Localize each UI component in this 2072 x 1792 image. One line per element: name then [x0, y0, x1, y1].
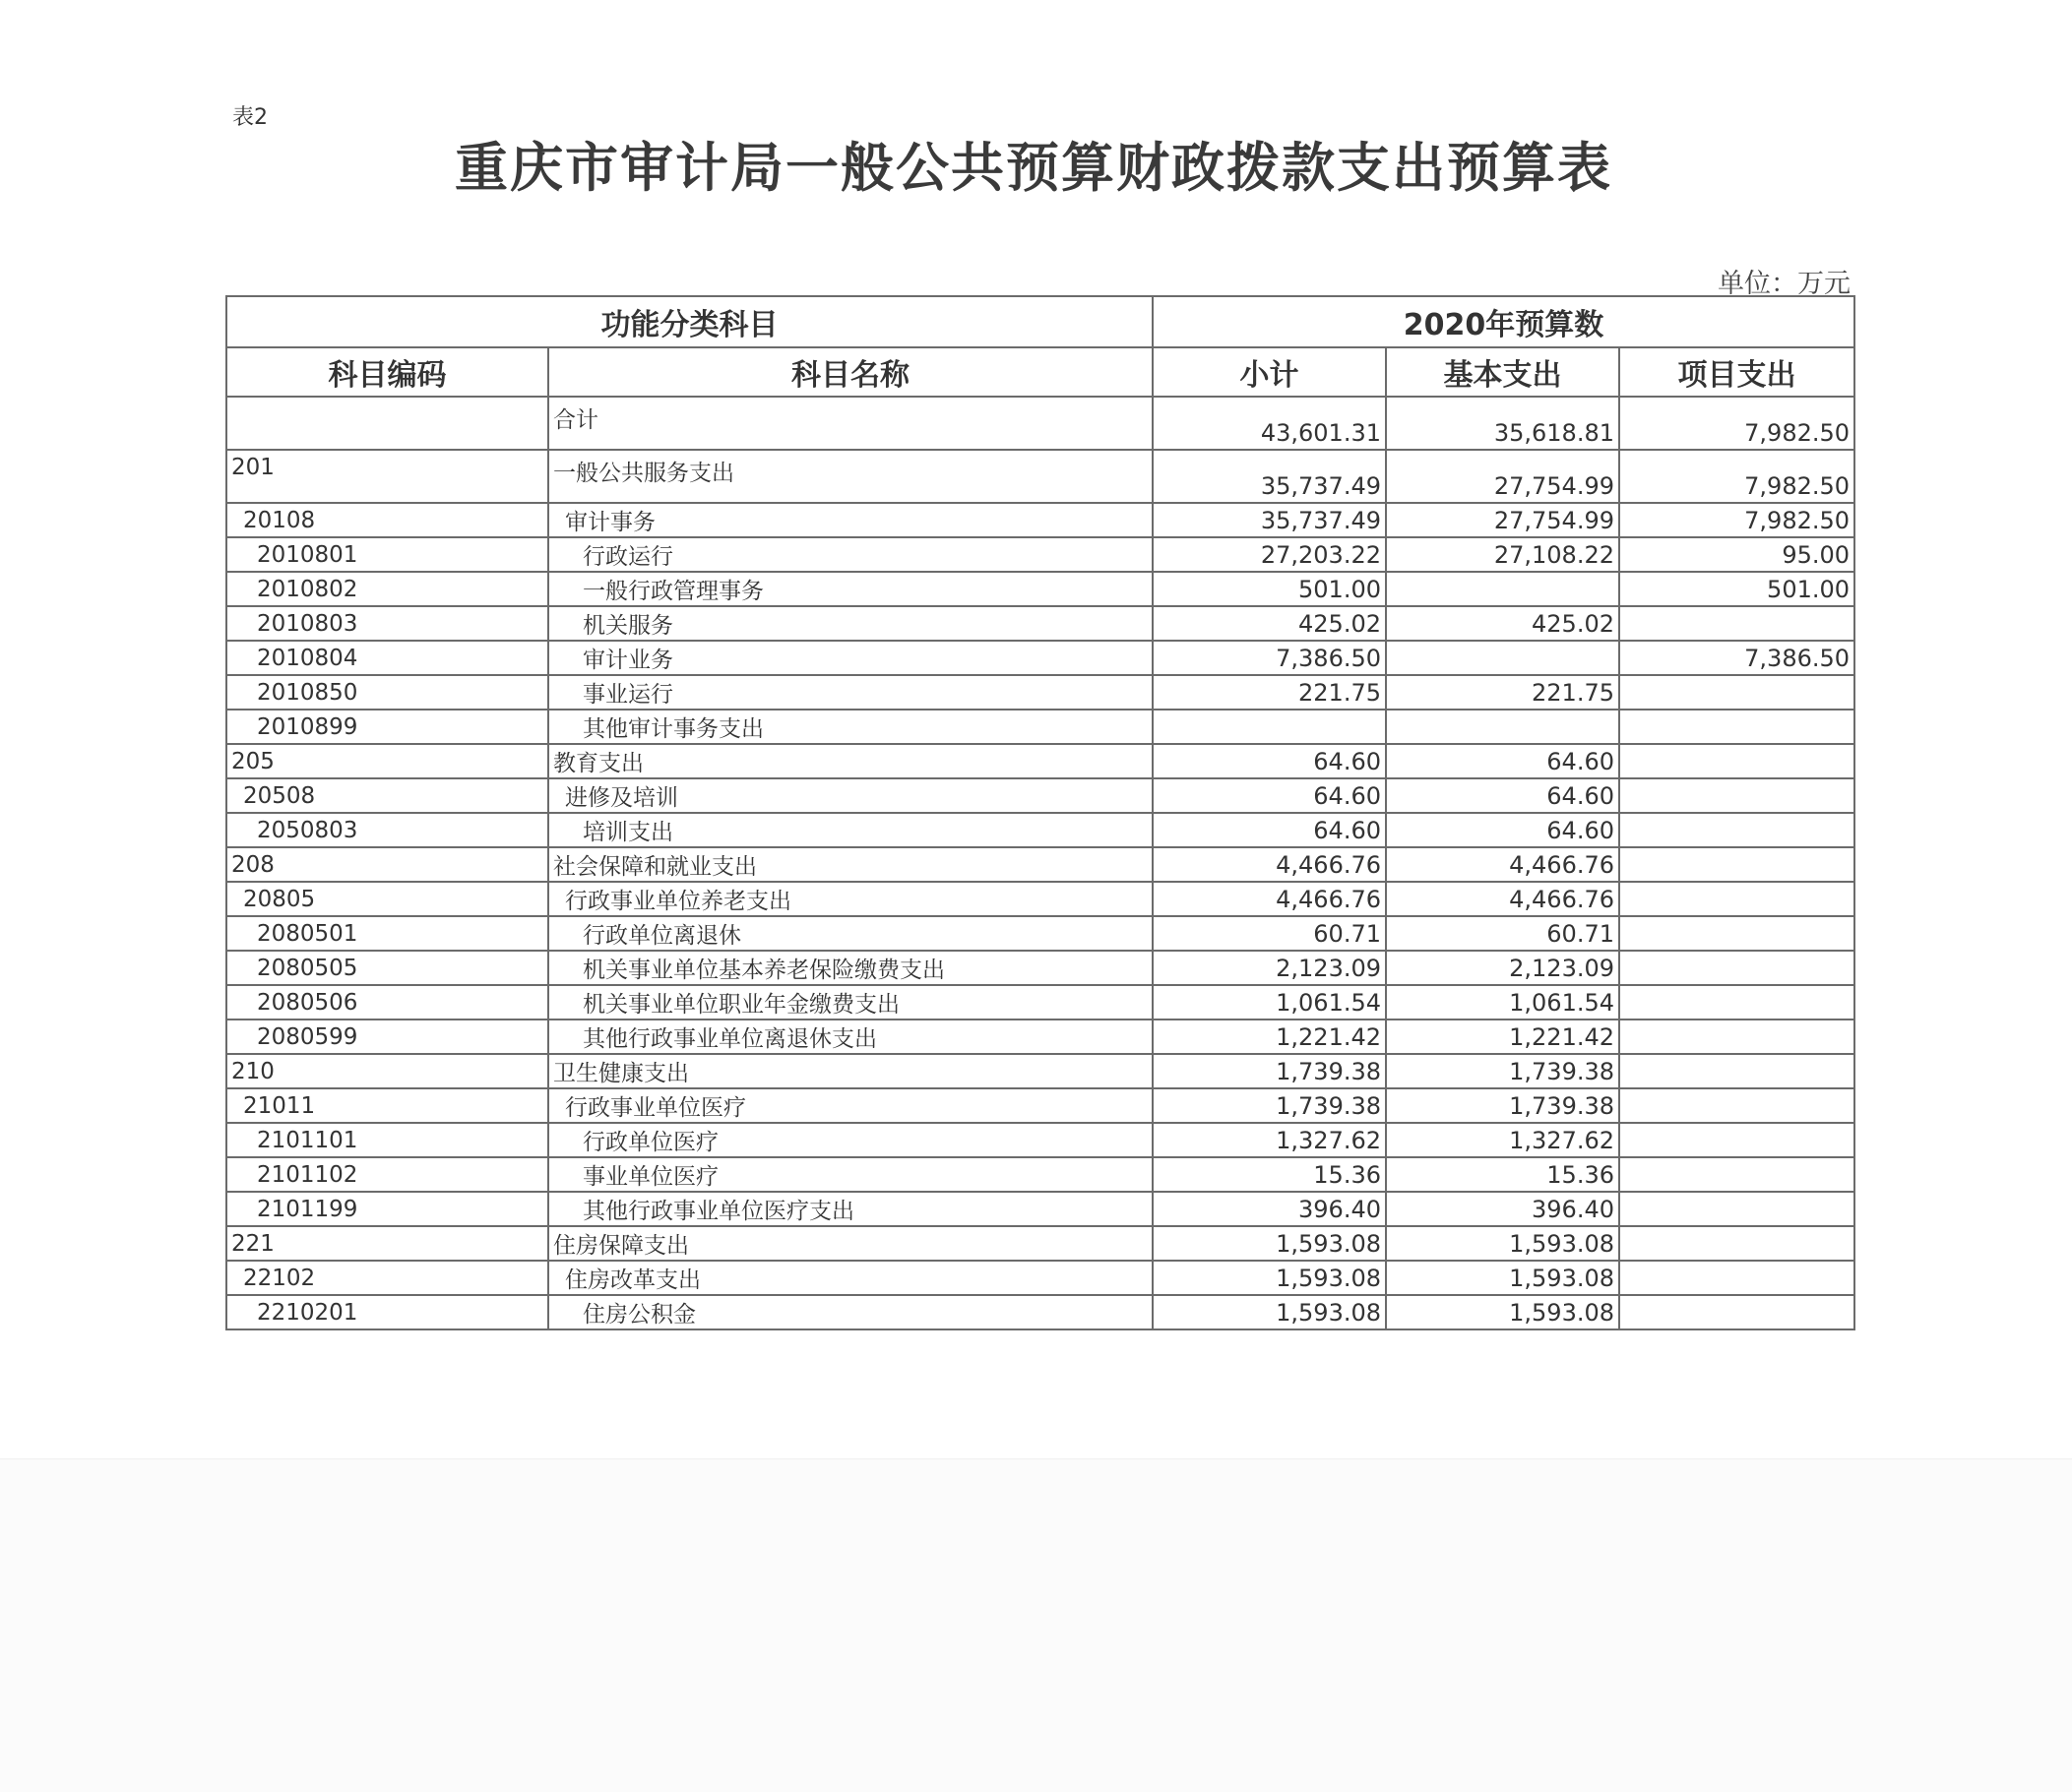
project-cell	[1619, 675, 1854, 710]
name-cell: 其他行政事业单位离退休支出	[548, 1020, 1153, 1054]
basic-cell: 1,221.42	[1386, 1020, 1619, 1054]
project-cell	[1619, 606, 1854, 641]
basic-cell: 1,061.54	[1386, 985, 1619, 1020]
table-row	[226, 450, 1854, 503]
table-row	[226, 710, 1854, 744]
name-cell: 审计事务	[548, 503, 1153, 537]
subtotal-cell: 396.40	[1153, 1192, 1386, 1226]
table-row	[226, 847, 1854, 882]
project-cell	[1619, 1157, 1854, 1192]
subtotal-cell	[1153, 710, 1386, 744]
subtotal-cell: 425.02	[1153, 606, 1386, 641]
header-subtotal: 小计	[1153, 347, 1386, 397]
project-cell	[1619, 1088, 1854, 1123]
project-cell	[1619, 1020, 1854, 1054]
code-cell: 2080506	[226, 985, 548, 1020]
subtotal-cell: 27,203.22	[1153, 537, 1386, 572]
basic-cell: 396.40	[1386, 1192, 1619, 1226]
code-cell: 221	[226, 1226, 548, 1261]
project-cell	[1619, 710, 1854, 744]
table-row	[226, 1226, 1854, 1261]
budget-table	[225, 295, 1855, 1330]
header-basic: 基本支出	[1386, 347, 1619, 397]
table-number: 表2	[232, 105, 268, 130]
name-cell: 机关事业单位基本养老保险缴费支出	[548, 951, 1153, 985]
total-name-cell: 合计	[548, 397, 1153, 450]
table-row	[226, 1157, 1854, 1192]
basic-cell: 1,327.62	[1386, 1123, 1619, 1157]
project-cell	[1619, 744, 1854, 778]
subtotal-cell: 1,327.62	[1153, 1123, 1386, 1157]
table-row	[226, 537, 1854, 572]
code-cell: 20108	[226, 503, 548, 537]
total-row	[226, 397, 1854, 450]
subtotal-cell: 2,123.09	[1153, 951, 1386, 985]
basic-cell	[1386, 710, 1619, 744]
name-cell: 教育支出	[548, 744, 1153, 778]
project-cell: 95.00	[1619, 537, 1854, 572]
basic-cell: 64.60	[1386, 744, 1619, 778]
project-cell	[1619, 813, 1854, 847]
basic-cell: 27,754.99	[1386, 450, 1619, 503]
basic-cell	[1386, 641, 1619, 675]
project-cell	[1619, 882, 1854, 916]
subtotal-cell: 1,593.08	[1153, 1226, 1386, 1261]
code-cell: 210	[226, 1054, 548, 1088]
basic-cell: 1,593.08	[1386, 1226, 1619, 1261]
subtotal-cell: 4,466.76	[1153, 882, 1386, 916]
code-cell: 22102	[226, 1261, 548, 1295]
table-row	[226, 1261, 1854, 1295]
subtotal-cell: 1,221.42	[1153, 1020, 1386, 1054]
code-cell: 2010801	[226, 537, 548, 572]
basic-cell: 4,466.76	[1386, 882, 1619, 916]
document-title: 重庆市审计局一般公共预算财政拨款支出预算表	[455, 137, 1612, 199]
project-cell	[1619, 916, 1854, 951]
code-cell: 2210201	[226, 1295, 548, 1329]
basic-cell: 27,108.22	[1386, 537, 1619, 572]
code-cell: 2101101	[226, 1123, 548, 1157]
project-cell	[1619, 985, 1854, 1020]
table-row	[226, 985, 1854, 1020]
table-group-header-row	[226, 296, 1854, 347]
table-row	[226, 1054, 1854, 1088]
code-cell: 20805	[226, 882, 548, 916]
code-cell: 2010802	[226, 572, 548, 606]
table-row	[226, 1295, 1854, 1329]
code-cell: 2080505	[226, 951, 548, 985]
name-cell: 住房公积金	[548, 1295, 1153, 1329]
name-cell: 审计业务	[548, 641, 1153, 675]
table-row	[226, 1088, 1854, 1123]
code-cell: 21011	[226, 1088, 548, 1123]
project-cell	[1619, 1123, 1854, 1157]
basic-cell: 1,739.38	[1386, 1054, 1619, 1088]
subtotal-cell: 64.60	[1153, 778, 1386, 813]
table-row	[226, 813, 1854, 847]
name-cell: 住房保障支出	[548, 1226, 1153, 1261]
basic-cell: 15.36	[1386, 1157, 1619, 1192]
name-cell: 社会保障和就业支出	[548, 847, 1153, 882]
subtotal-cell: 501.00	[1153, 572, 1386, 606]
code-cell: 2080599	[226, 1020, 548, 1054]
project-cell	[1619, 1226, 1854, 1261]
name-cell: 行政单位离退休	[548, 916, 1153, 951]
subtotal-cell: 1,739.38	[1153, 1088, 1386, 1123]
project-cell	[1619, 778, 1854, 813]
header-project: 项目支出	[1619, 347, 1854, 397]
name-cell: 培训支出	[548, 813, 1153, 847]
code-cell: 20508	[226, 778, 548, 813]
name-cell: 行政事业单位养老支出	[548, 882, 1153, 916]
page-bottom-margin	[0, 1458, 2072, 1792]
project-cell	[1619, 1054, 1854, 1088]
basic-cell: 2,123.09	[1386, 951, 1619, 985]
code-cell: 2101102	[226, 1157, 548, 1192]
table-row	[226, 641, 1854, 675]
total-subtotal-cell: 43,601.31	[1153, 397, 1386, 450]
table-row	[226, 778, 1854, 813]
table-row	[226, 951, 1854, 985]
table-row	[226, 572, 1854, 606]
code-cell: 208	[226, 847, 548, 882]
project-cell	[1619, 1295, 1854, 1329]
project-cell	[1619, 951, 1854, 985]
subtotal-cell: 7,386.50	[1153, 641, 1386, 675]
table-row	[226, 882, 1854, 916]
basic-cell: 1,593.08	[1386, 1261, 1619, 1295]
project-cell: 7,386.50	[1619, 641, 1854, 675]
code-cell: 2010803	[226, 606, 548, 641]
name-cell: 行政运行	[548, 537, 1153, 572]
code-cell: 2101199	[226, 1192, 548, 1226]
table-row	[226, 916, 1854, 951]
basic-cell: 64.60	[1386, 778, 1619, 813]
project-cell: 501.00	[1619, 572, 1854, 606]
code-cell: 2010804	[226, 641, 548, 675]
subtotal-cell: 15.36	[1153, 1157, 1386, 1192]
subtotal-cell: 35,737.49	[1153, 503, 1386, 537]
name-cell: 行政事业单位医疗	[548, 1088, 1153, 1123]
name-cell: 住房改革支出	[548, 1261, 1153, 1295]
name-cell: 其他行政事业单位医疗支出	[548, 1192, 1153, 1226]
total-basic-cell: 35,618.81	[1386, 397, 1619, 450]
table-row	[226, 1123, 1854, 1157]
basic-cell: 1,593.08	[1386, 1295, 1619, 1329]
table-row	[226, 606, 1854, 641]
name-cell: 其他审计事务支出	[548, 710, 1153, 744]
subtotal-cell: 4,466.76	[1153, 847, 1386, 882]
header-functional-category: 功能分类科目	[226, 296, 1153, 347]
table-column-header-row	[226, 347, 1854, 397]
project-cell	[1619, 847, 1854, 882]
basic-cell	[1386, 572, 1619, 606]
table-row	[226, 1020, 1854, 1054]
code-cell: 2010850	[226, 675, 548, 710]
table-row	[226, 675, 1854, 710]
subtotal-cell: 64.60	[1153, 813, 1386, 847]
subtotal-cell: 1,061.54	[1153, 985, 1386, 1020]
table-row	[226, 744, 1854, 778]
basic-cell: 27,754.99	[1386, 503, 1619, 537]
project-cell	[1619, 1192, 1854, 1226]
name-cell: 卫生健康支出	[548, 1054, 1153, 1088]
name-cell: 机关事业单位职业年金缴费支出	[548, 985, 1153, 1020]
code-cell: 2080501	[226, 916, 548, 951]
subtotal-cell: 60.71	[1153, 916, 1386, 951]
project-cell: 7,982.50	[1619, 503, 1854, 537]
code-cell: 2050803	[226, 813, 548, 847]
subtotal-cell: 64.60	[1153, 744, 1386, 778]
basic-cell: 221.75	[1386, 675, 1619, 710]
basic-cell: 64.60	[1386, 813, 1619, 847]
name-cell: 事业单位医疗	[548, 1157, 1153, 1192]
subtotal-cell: 35,737.49	[1153, 450, 1386, 503]
name-cell: 事业运行	[548, 675, 1153, 710]
name-cell: 机关服务	[548, 606, 1153, 641]
table-row	[226, 503, 1854, 537]
name-cell: 进修及培训	[548, 778, 1153, 813]
basic-cell: 60.71	[1386, 916, 1619, 951]
total-code-cell	[226, 397, 548, 450]
basic-cell: 1,739.38	[1386, 1088, 1619, 1123]
subtotal-cell: 1,593.08	[1153, 1261, 1386, 1295]
basic-cell: 4,466.76	[1386, 847, 1619, 882]
project-cell	[1619, 1261, 1854, 1295]
name-cell: 一般公共服务支出	[548, 450, 1153, 503]
header-name: 科目名称	[548, 347, 1153, 397]
code-cell: 2010899	[226, 710, 548, 744]
unit-label: 单位：万元	[1718, 269, 1851, 299]
header-code: 科目编码	[226, 347, 548, 397]
header-budget-2020: 2020年预算数	[1153, 296, 1854, 347]
total-project-cell: 7,982.50	[1619, 397, 1854, 450]
name-cell: 行政单位医疗	[548, 1123, 1153, 1157]
basic-cell: 425.02	[1386, 606, 1619, 641]
subtotal-cell: 1,593.08	[1153, 1295, 1386, 1329]
name-cell: 一般行政管理事务	[548, 572, 1153, 606]
code-cell: 205	[226, 744, 548, 778]
project-cell: 7,982.50	[1619, 450, 1854, 503]
code-cell: 201	[226, 450, 548, 503]
table-row	[226, 1192, 1854, 1226]
subtotal-cell: 1,739.38	[1153, 1054, 1386, 1088]
subtotal-cell: 221.75	[1153, 675, 1386, 710]
